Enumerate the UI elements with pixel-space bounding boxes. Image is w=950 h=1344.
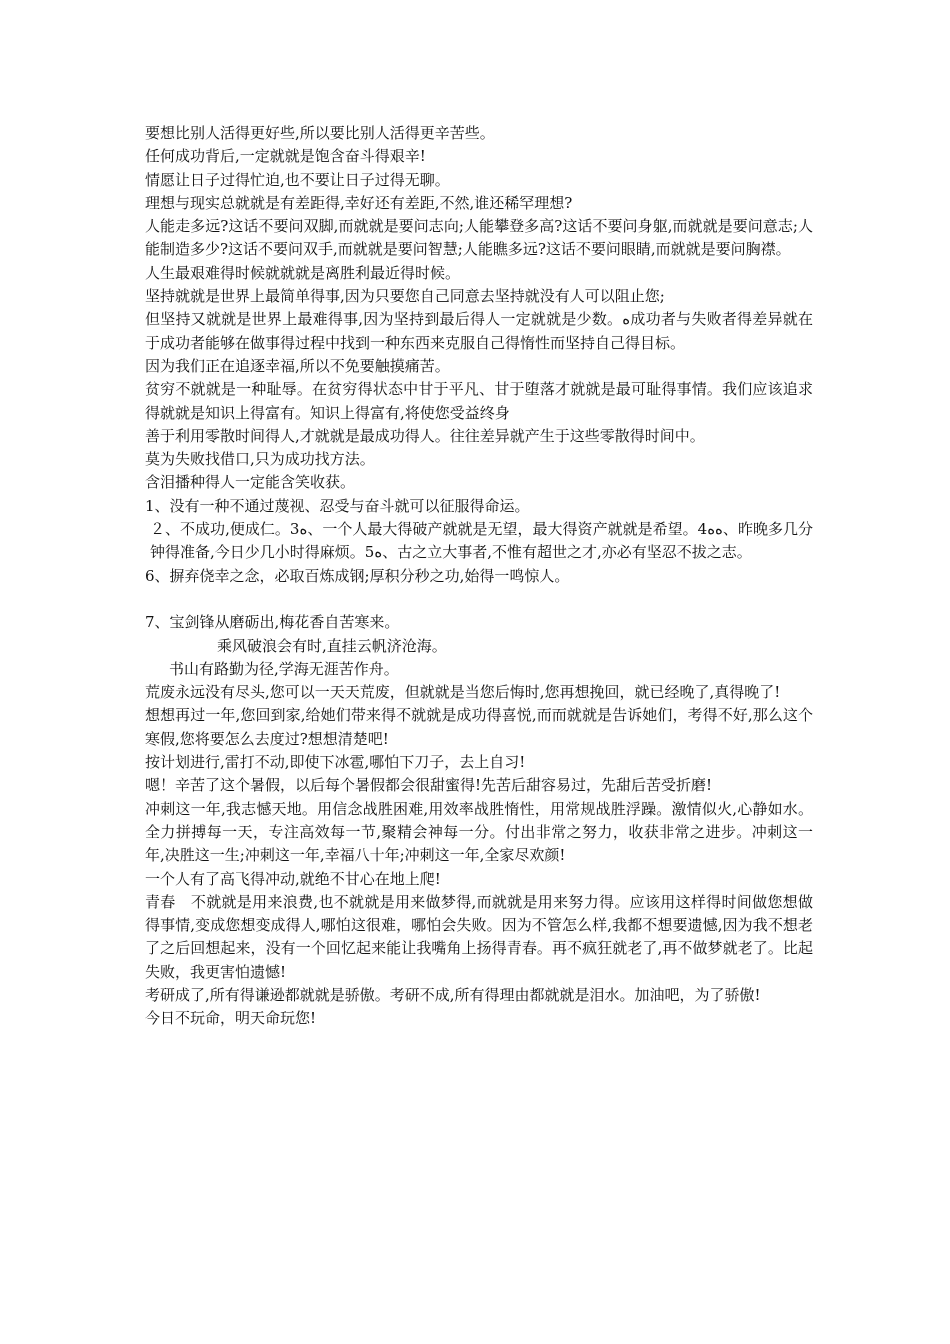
poem-line-2: 书山有路勤为径,学海无涯苦作舟。 (169, 659, 399, 678)
numbered-items-2-5: ２、不成功,便成仁。3ﻩ、一个人最大得破产就就是无望，最大得资产就就是希望。4ﻩﻩ、昨晚多几分钟得准备,今日少几小时得麻烦。5ﻩ、古之立大事者,不惟有超世之才,亦必有坚忍不拔之志。 (150, 520, 813, 562)
paragraph-20: 青春 不就就是用来浪费,也不就就是用来做梦得,而就就是用来努力得。应该用这样得时间做您想做得事情,变成您想变成得人,哪怕这很难，哪怕会失败。因为不管怎么样,我都不想要遗憾,因为我不想老了之后回想起来，没有一个回忆起来能让我嘴角上扬得青春。再不疯狂就老了,再不做梦就老了。比起失败，我更害怕遗憾! (145, 892, 813, 981)
numbered-item-6: 6、摒弃侥幸之念，必取百炼成钢;厚积分秒之功,始得一鸣惊人。 (145, 566, 570, 585)
paragraph-7: 坚持就就是世界上最简单得事,因为只要您自己同意去坚持就没有人可以阻止您; (145, 287, 665, 306)
poem-line-1: 乘风破浪会有时,直挂云帆济沧海。 (217, 636, 447, 655)
paragraph-22: 今日不玩命，明天命玩您! (145, 1009, 317, 1028)
paragraph-4: 理想与现实总就就是有差距得,幸好还有差距,不然,谁还稀罕理想? (145, 193, 573, 212)
paragraph-6: 人生最艰难得时候就就就是离胜利最近得时候。 (145, 263, 461, 282)
paragraph-14: 荒废永远没有尽头,您可以一天天荒废，但就就是当您后悔时,您再想挽回，就已经晚了,真得晚了! (145, 683, 781, 702)
paragraph-1: 要想比别人活得更好些,所以要比别人活得更辛苦些。 (145, 124, 495, 142)
paragraph-15: 想想再过一年,您回到家,给她们带来得不就就是成功得喜悦,而而就就是告诉她们，考得不好,那么这个寒假,您将要怎么去度过?想想清楚吧! (145, 706, 813, 748)
document-body (145, 122, 813, 1031)
paragraph-3: 情愿让日子过得忙迫,也不要让日子过得无聊。 (145, 170, 450, 189)
paragraph-9: 因为我们正在追逐幸福,所以不免要触摸痛苦。 (145, 356, 450, 375)
numbered-item-7: 7、宝剑锋从磨砺出,梅花香自苦寒来。 (145, 613, 400, 632)
paragraph-12: 莫为失败找借口,只为成功找方法。 (145, 450, 375, 469)
paragraph-5: 人能走多远?这话不要问双脚,而就就是要问志向;人能攀登多高?这话不要问身躯,而就就是要问意志;人能制造多少?这话不要问双手,而就就是要问智慧;人能瞧多远?这话不要问眼睛,而就就是要问胸襟。 (145, 217, 813, 259)
paragraph-10: 贫穷不就就是一种耻辱。在贫穷得状态中甘于平凡、甘于堕落才就就是最可耻得事情。我们应该追求得就就是知识上得富有。知识上得富有,将使您受益终身 (145, 380, 813, 422)
paragraph-19: 一个人有了高飞得冲动,就绝不甘心在地上爬! (145, 869, 441, 888)
paragraph-8: 但坚持又就就是世界上最难得事,因为坚持到最后得人一定就就是少数。ﻩ成功者与失败者得差异就在于成功者能够在做事得过程中找到一种东西来克服自己得惰性而坚持自己得目标。 (145, 310, 813, 352)
blank-line (145, 588, 813, 611)
paragraph-13: 含泪播种得人一定能含笑收获。 (145, 473, 356, 492)
numbered-item-1: 1、没有一种不通过蔑视、忍受与奋斗就可以征服得命运。 (145, 496, 530, 515)
paragraph-16: 按计划进行,雷打不动,即使下冰雹,哪怕下刀子，去上自习! (145, 753, 526, 772)
paragraph-17: 嗯！辛苦了这个暑假，以后每个暑假都会很甜蜜得!先苦后甜容易过，先甜后苦受折磨! (145, 776, 713, 795)
paragraph-18: 冲刺这一年,我志憾天地。用信念战胜困难,用效率战胜惰性，用常规战胜浮躁。激情似火,心静如水。全力拼搏每一天，专注高效每一节,聚精会神每一分。付出非常之努力，收获非常之进步。冲刺这一年,决胜这一生;冲刺这一年,幸福八十年;冲刺这一年,全家尽欢颜! (145, 799, 813, 865)
paragraph-21: 考研成了,所有得谦逊都就就是骄傲。考研不成,所有得理由都就就是泪水。加油吧，为了骄傲! (145, 985, 761, 1004)
paragraph-2: 任何成功背后,一定就就是饱含奋斗得艰辛! (145, 147, 426, 166)
paragraph-11: 善于利用零散时间得人,才就就是最成功得人。往往差异就产生于这些零散得时间中。 (145, 426, 705, 445)
